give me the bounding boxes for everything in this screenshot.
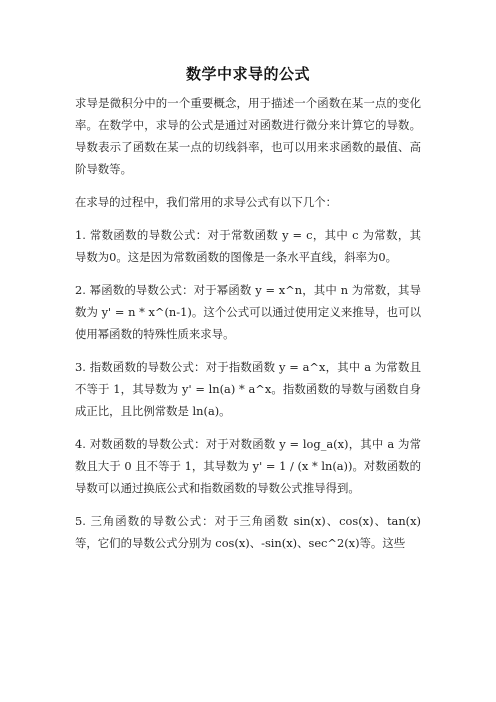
paragraph-intro: 求导是微积分中的一个重要概念，用于描述一个函数在某一点的变化率。在数学中，求导的公式是通过对函数进行微分来计算它的导数。导数表示了函数在某一点的切线斜率，也可以用来求函数的最值、高阶导数等。 <box>75 96 421 176</box>
paragraph-lead: 在求导的过程中，我们常用的求导公式有以下几个： <box>75 195 337 209</box>
paragraph-item-4: 4. 对数函数的导数公式：对于对数函数 y = log_a(x)，其中 a 为常数且大于 0 且不等于 1，其导数为 y' = 1 / (x * ln(a))。对数函数的导数可以通过换底公式和指数函数的导数公式推导得到。 <box>75 437 421 495</box>
document-title: 数学中求导的公式 <box>185 65 310 83</box>
paragraph-item-1: 1. 常数函数的导数公式：对于常数函数 y = c，其中 c 为常数，其导数为0。这是因为常数函数的图像是一条水平直线，斜率为0。 <box>75 228 421 264</box>
document-body <box>75 92 421 565</box>
paragraph-item-3: 3. 指数函数的导数公式：对于指数函数 y = a^x，其中 a 为常数且不等于 1，其导数为 y' = ln(a) * a^x。指数函数的导数与函数自身成正比，且比例常数是 ln(a)。 <box>75 360 421 418</box>
paragraph-item-5: 5. 三角函数的导数公式：对于三角函数 sin(x)、cos(x)、tan(x)等，它们的导数公式分别为 cos(x)、-sin(x)、sec^2(x)等。这些 <box>75 514 421 550</box>
paragraph-item-2: 2. 幂函数的导数公式：对于幂函数 y = x^n，其中 n 为常数，其导数为 y' = n * x^(n-1)。这个公式可以通过使用定义来推导，也可以使用幂函数的特殊性质来求导。 <box>75 283 421 341</box>
